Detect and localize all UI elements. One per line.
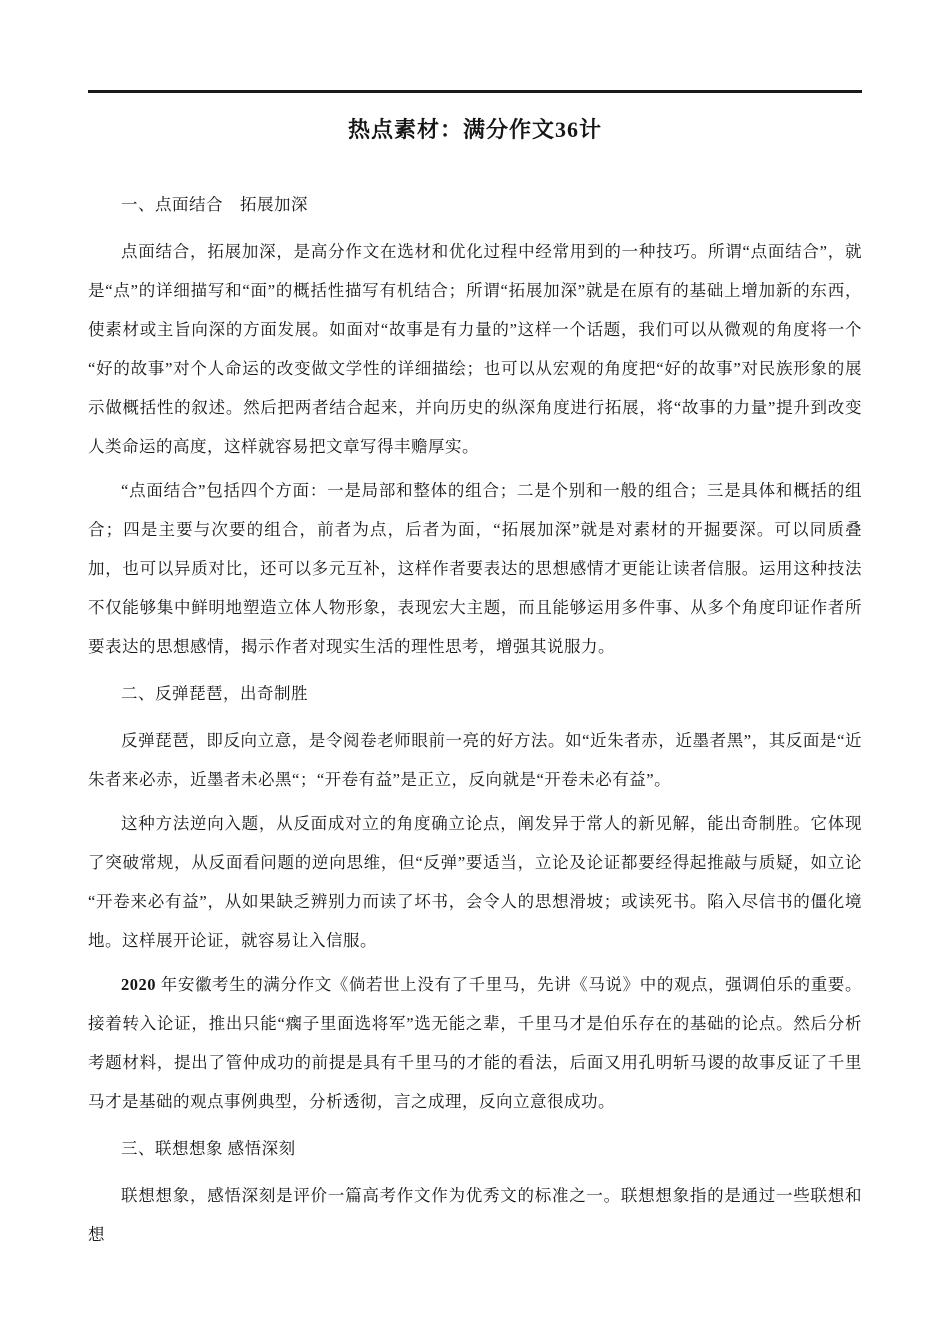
paragraph: 这种方法逆向入题，从反面成对立的角度确立论点，阐发异于常人的新见解，能出奇制胜。它体现了突破常规，从反面看问题的逆向思维，但“反弹”要适当，立论及论证都要经得起推敲与质疑，如立论“开卷来必有益”，从如果缺乏辨别力而读了坏书，会令人的思想滑坡；或读死书。陷入尽信书的僵化境地。这样展开论证，就容易让入信服。 [88, 814, 862, 950]
header-rule [88, 90, 862, 93]
page-title: 热点素材：满分作文36计 [347, 117, 602, 142]
section-heading-3: 三、联想想象 感悟深刻 [121, 1139, 296, 1158]
section-heading-2: 二、反弹琵琶，出奇制胜 [121, 684, 308, 703]
section-heading-1: 一、点面结合 拓展加深 [121, 195, 308, 214]
paragraph-text: 年安徽考生的满分作文《倘若世上没有了千里马，先讲《马说》中的观点，强调伯乐的重要。接着转入论证，推出只能“瘸子里面选将军”选无能之辈，千里马才是伯乐存在的基础的论点。然后分析考题材料，提出了管仲成功的前提是具有千里马的才能的看法，后面又用孔明斩马谡的故事反证了千里马才是基础的观点事例典型，分析透彻，言之成理，反向立意很成功。 [88, 975, 862, 1111]
paragraph: 联想想象，感悟深刻是评价一篇高考作文作为优秀文的标准之一。联想想象指的是通过一些联想和想 [88, 1186, 862, 1244]
paragraph: “点面结合”包括四个方面：一是局部和整体的组合；二是个别和一般的组合；三是具体和概括的组合；四是主要与次要的组合，前者为点，后者为面，“拓展加深”就是对素材的开掘要深。可以同质叠加，也可以异质对比，还可以多元互补，这样作者要表达的思想感情才更能让读者信服。运用这种技法不仅能够集中鲜明地塑造立体人物形象，表现宏大主题，而且能够运用多件事、从多个角度印证作者所要表达的思想感情，揭示作者对现实生活的理性思考，增强其说服力。 [88, 481, 862, 656]
paragraph: 点面结合，拓展加深，是高分作文在选材和优化过程中经常用到的一种技巧。所谓“点面结合”，就是“点”的详细描写和“面”的概括性描写有机结合；所谓“拓展加深”就是在原有的基础上增加新的东西，使素材或主旨向深的方面发展。如面对“故事是有力量的”这样一个话题，我们可以从微观的角度将一个“好的故事”对个人命运的改变做文学性的详细描绘；也可以从宏观的角度把“好的故事”对民族形象的展示做概括性的叙述。然后把两者结合起来，并向历史的纵深角度进行拓展，将“故事的力量”提升到改变人类命运的高度，这样就容易把文章写得丰赡厚实。 [88, 242, 862, 456]
paragraph: 反弹琵琶，即反向立意，是令阅卷老师眼前一亮的好方法。如“近朱者赤，近墨者黑”，其反面是“近朱者来必赤，近墨者未必黑“；“开卷有益”是正立，反向就是“开卷未必有益”。 [88, 731, 862, 789]
bold-year-text: 2020 [121, 975, 156, 994]
paragraph [88, 965, 862, 1121]
